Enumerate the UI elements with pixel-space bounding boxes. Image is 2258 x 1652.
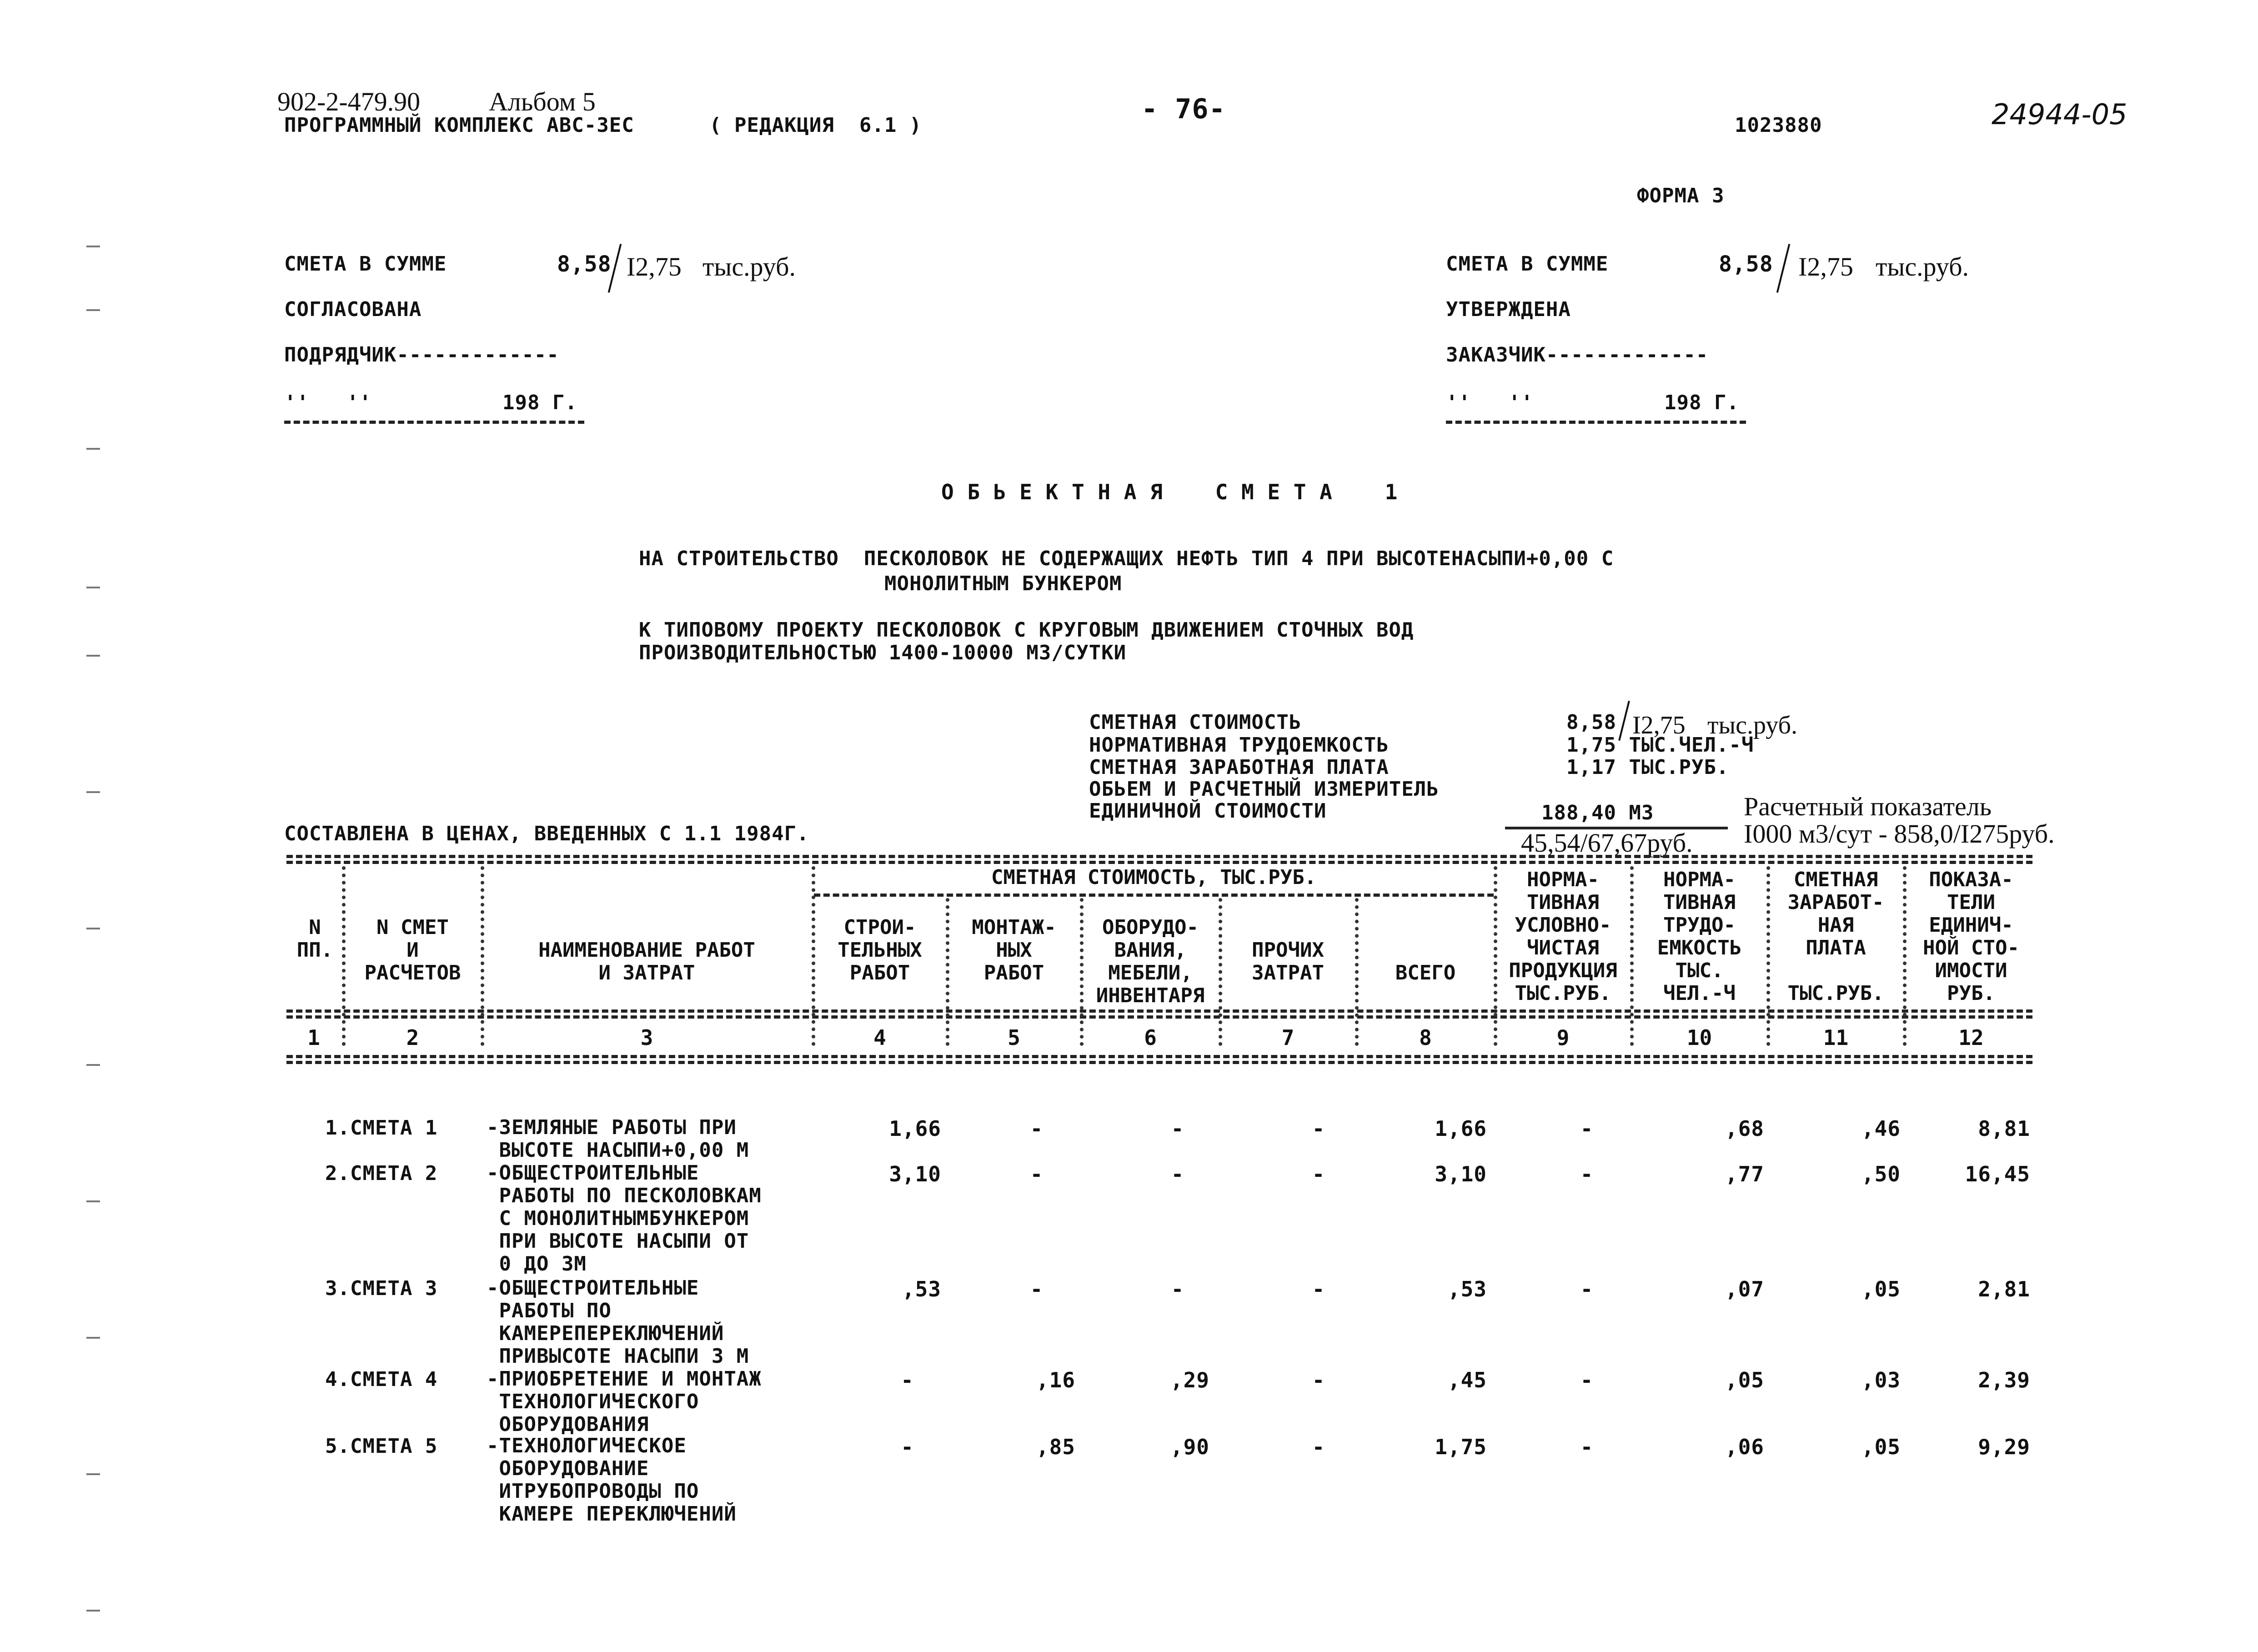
cell-installation: -: [1030, 1277, 1044, 1301]
cell-unit-cost: 2,81: [1978, 1277, 2030, 1301]
labor-value: 1,75 ТЫС.ЧЕЛ.-Ч: [1566, 733, 1754, 757]
cell-equipment: ,90: [1170, 1435, 1209, 1459]
left-sum-typed: 8,58: [557, 251, 612, 277]
col-number: 4: [873, 1025, 886, 1050]
left-party: ПОДРЯДЧИК-------------: [284, 343, 559, 367]
right-sum-label: СМЕТА В СУММЕ: [1446, 252, 1609, 276]
cell-unit-cost: 16,45: [1965, 1162, 2030, 1186]
numbers-bottom-rule: [286, 1055, 2032, 1058]
cell-unit-cost: 2,39: [1978, 1368, 2030, 1392]
program-label: ПРОГРАММНЫЙ КОМПЛЕКС АВС-ЗЕС: [284, 114, 634, 137]
cell-unit-cost: 8,81: [1978, 1116, 2030, 1141]
col-header-net-production: НОРМА- ТИВНАЯ УСЛОВНО- ЧИСТАЯ ПРОДУКЦИЯ ТЫС.РУБ.: [1509, 868, 1617, 1005]
project-code: 902-2-479.90: [277, 87, 421, 116]
volume-label-2: ЕДИНИЧНОЙ СТОИМОСТИ: [1089, 799, 1327, 823]
col-header-unit-cost: ПОКАЗА- ТЕЛИ ЕДИНИЧ- НОЙ СТО- ИМОСТИ РУБ.: [1923, 868, 2019, 1005]
right-sum-unit: тыс.руб.: [1876, 252, 1969, 281]
cell-total: ,53: [1447, 1277, 1487, 1301]
cell-unit-cost: 9,29: [1978, 1435, 2030, 1459]
document-title: О Б Ь Е К Т Н А Я С М Е Т А 1: [941, 480, 1398, 504]
col-header-estimate-no: N СМЕТ И РАСЧЕТОВ: [364, 916, 461, 984]
col-number: 5: [1008, 1025, 1020, 1050]
cost-hand: I2,75: [1632, 711, 1686, 739]
cell-other: -: [1312, 1162, 1325, 1186]
cell-installation: ,85: [1036, 1435, 1075, 1459]
cell-labor: ,07: [1725, 1277, 1764, 1301]
row-id: 4.СМЕТА 4: [325, 1368, 438, 1391]
cell-installation: -: [1030, 1162, 1044, 1186]
col-header-total: ВСЕГО: [1395, 961, 1456, 984]
right-sum-hand: I2,75: [1798, 252, 1853, 281]
edition-label: ( РЕДАКЦИЯ 6.1 ): [709, 114, 922, 137]
table-top-rule: [286, 861, 2032, 864]
right-party: ЗАКАЗЧИК-------------: [1446, 343, 1709, 367]
cell-equipment: -: [1171, 1116, 1184, 1141]
left-status: СОГЛАСОВАНА: [284, 298, 422, 321]
cost-value: 8,58: [1566, 711, 1616, 734]
slash-mark: [1776, 244, 1790, 293]
table-top-rule: [286, 855, 2032, 858]
col-header-other: ПРОЧИХ ЗАТРАТ: [1252, 939, 1324, 984]
wage-value: 1,17 ТЫС.РУБ.: [1566, 756, 1729, 779]
right-date-quotes: '' '': [1446, 391, 1534, 414]
cell-net-production: -: [1580, 1116, 1594, 1141]
prices-note: СОСТАВЛЕНА В ЦЕНАХ, ВВЕДЕННЫХ С 1.1 1984Г.: [284, 822, 809, 845]
form-label: ФОРМА 3: [1637, 184, 1725, 207]
group-header-rule: [814, 894, 1494, 897]
volume-value: 188,40 М3: [1541, 801, 1654, 824]
wage-label: СМЕТНАЯ ЗАРАБОТНАЯ ПЛАТА: [1089, 756, 1389, 779]
cell-total: 1,75: [1435, 1435, 1487, 1459]
page-number: - 76-: [1141, 93, 1226, 125]
album-label: Альбом 5: [489, 87, 596, 116]
header-bottom-rule: [286, 1015, 2032, 1019]
left-date-quotes: '' '': [284, 391, 372, 414]
cell-total: 1,66: [1435, 1116, 1487, 1141]
left-sum-label: СМЕТА В СУММЕ: [284, 252, 447, 276]
labor-label: НОРМАТИВНАЯ ТРУДОЕМКОСТЬ: [1089, 733, 1389, 757]
cell-net-production: -: [1580, 1435, 1594, 1459]
row-id: 3.СМЕТА 3: [325, 1277, 438, 1300]
cell-wage: ,46: [1861, 1116, 1901, 1141]
col-number: 8: [1419, 1025, 1432, 1050]
doc-number: 1023880: [1735, 114, 1822, 137]
col-header-installation: МОНТАЖ- НЫХ РАБОТ: [972, 916, 1056, 984]
left-sum-unit: тыс.руб.: [702, 252, 796, 281]
row-name: -ЗЕМЛЯНЫЕ РАБОТЫ ПРИ ВЫСОТЕ НАСЫПИ+0,00 М: [487, 1116, 749, 1162]
col-number: 2: [406, 1025, 419, 1050]
indicator-line-1: Расчетный показатель: [1744, 792, 1992, 821]
subtitle-line-1: НА СТРОИТЕЛЬСТВО ПЕСКОЛОВОК НЕ СОДЕРЖАЩИХ НЕФТЬ ТИП 4 ПРИ ВЫСОТЕНАСЫПИ+0,00 С: [639, 547, 1614, 570]
col-number: 7: [1281, 1025, 1295, 1050]
cell-equipment: ,29: [1170, 1368, 1209, 1392]
cell-construction: 3,10: [889, 1162, 941, 1186]
archive-number: 24944-05: [1992, 98, 2128, 131]
cell-equipment: -: [1171, 1162, 1184, 1186]
volume-label-1: ОБЬЕМ И РАСЧЕТНЫЙ ИЗМЕРИТЕЛЬ: [1089, 778, 1439, 801]
cell-wage: ,50: [1861, 1162, 1901, 1186]
cell-labor: ,77: [1725, 1162, 1764, 1186]
cell-installation: ,16: [1036, 1368, 1075, 1392]
cell-wage: ,03: [1861, 1368, 1901, 1392]
row-name: -ТЕХНОЛОГИЧЕСКОЕ ОБОРУДОВАНИЕ ИТРУБОПРОВОДЫ ПО КАМЕРЕ ПЕРЕКЛЮЧЕНИЙ: [487, 1434, 737, 1526]
row-name: -ПРИОБРЕТЕНИЕ И МОНТАЖ ТЕХНОЛОГИЧЕСКОГО ОБОРУДОВАНИЯ: [487, 1367, 762, 1436]
cell-construction: -: [901, 1368, 914, 1392]
cost-label: СМЕТНАЯ СТОИМОСТЬ: [1089, 711, 1302, 734]
col-header-labor: НОРМА- ТИВНАЯ ТРУДО- ЕМКОСТЬ ТЫС. ЧЕЛ.-Ч: [1657, 868, 1742, 1005]
cell-other: -: [1312, 1116, 1325, 1141]
project-line-2: ПРОИЗВОДИТЕЛЬНОСТЬЮ 1400-10000 М3/СУТКИ: [639, 641, 1127, 664]
unit-cost-hand: 45,54/67,67руб.: [1521, 828, 1693, 858]
numbers-bottom-rule: [286, 1061, 2032, 1064]
header-bottom-rule: [286, 1009, 2032, 1013]
cell-net-production: -: [1580, 1277, 1594, 1301]
left-sum-hand: I2,75: [627, 252, 682, 281]
row-id: 2.СМЕТА 2: [325, 1162, 438, 1185]
left-date-year: 198 Г.: [502, 391, 577, 414]
cell-other: -: [1312, 1368, 1325, 1392]
cell-equipment: -: [1171, 1277, 1184, 1301]
project-line-1: К ТИПОВОМУ ПРОЕКТУ ПЕСКОЛОВОК С КРУГОВЫМ ДВИЖЕНИЕМ СТОЧНЫХ ВОД: [639, 618, 1414, 642]
cell-net-production: -: [1580, 1162, 1594, 1186]
cell-construction: 1,66: [889, 1116, 941, 1141]
col-number: 6: [1144, 1025, 1157, 1050]
col-header-equipment: ОБОРУДО- ВАНИЯ, МЕБЕЛИ, ИНВЕНТАРЯ: [1096, 916, 1205, 1007]
col-header-name: НАИМЕНОВАНИЕ РАБОТ И ЗАТРАТ: [538, 939, 755, 984]
col-number: 12: [1958, 1025, 1984, 1050]
cell-construction: -: [901, 1435, 914, 1459]
subtitle-line-2: МОНОЛИТНЫМ БУНКЕРОМ: [884, 572, 1122, 595]
cell-net-production: -: [1580, 1368, 1594, 1392]
cell-wage: ,05: [1861, 1277, 1901, 1301]
cell-other: -: [1312, 1277, 1325, 1301]
col-number: 3: [640, 1025, 653, 1050]
right-date-rule: [1446, 421, 1746, 424]
col-header-npp: N ПП.: [296, 916, 333, 962]
indicator-line-2: I000 м3/сут - 858,0/I275руб.: [1744, 819, 2055, 849]
cell-labor: ,06: [1725, 1435, 1764, 1459]
cell-construction: ,53: [902, 1277, 941, 1301]
col-header-construction: СТРОИ- ТЕЛЬНЫХ РАБОТ: [838, 916, 922, 984]
row-name: -ОБЩЕСТРОИТЕЛЬНЫЕ РАБОТЫ ПО ПЕСКОЛОВКАМ С МОНОЛИТНЫМБУНКЕРОМ ПРИ ВЫСОТЕ НАСЫПИ ОТ 0 ДО 3М: [487, 1161, 762, 1275]
col-number: 1: [307, 1025, 320, 1050]
right-date-year: 198 Г.: [1664, 391, 1739, 414]
right-status: УТВЕРЖДЕНА: [1446, 298, 1571, 321]
col-number: 9: [1556, 1025, 1570, 1050]
cell-wage: ,05: [1861, 1435, 1901, 1459]
cell-total: ,45: [1447, 1368, 1487, 1392]
left-date-rule: [284, 421, 584, 424]
col-header-wage: СМЕТНАЯ ЗАРАБОТ- НАЯ ПЛАТА ТЫС.РУБ.: [1787, 868, 1884, 1005]
cost-unit: тыс.руб.: [1707, 711, 1797, 739]
cell-installation: -: [1030, 1116, 1044, 1141]
cell-labor: ,05: [1725, 1368, 1764, 1392]
group-header: СМЕТНАЯ СТОИМОСТЬ, ТЫС.РУБ.: [991, 866, 1317, 889]
right-sum-typed: 8,58: [1719, 251, 1773, 277]
row-name: -ОБЩЕСТРОИТЕЛЬНЫЕ РАБОТЫ ПО КАМЕРЕПЕРЕКЛЮЧЕНИЙ ПРИВЫСОТЕ НАСЫПИ 3 М: [487, 1276, 749, 1368]
cell-labor: ,68: [1725, 1116, 1764, 1141]
row-id: 5.СМЕТА 5: [325, 1435, 438, 1458]
col-number: 10: [1686, 1025, 1712, 1050]
cell-total: 3,10: [1435, 1162, 1487, 1186]
cell-other: -: [1312, 1435, 1325, 1459]
col-number: 11: [1823, 1025, 1849, 1050]
row-id: 1.СМЕТА 1: [325, 1116, 438, 1140]
